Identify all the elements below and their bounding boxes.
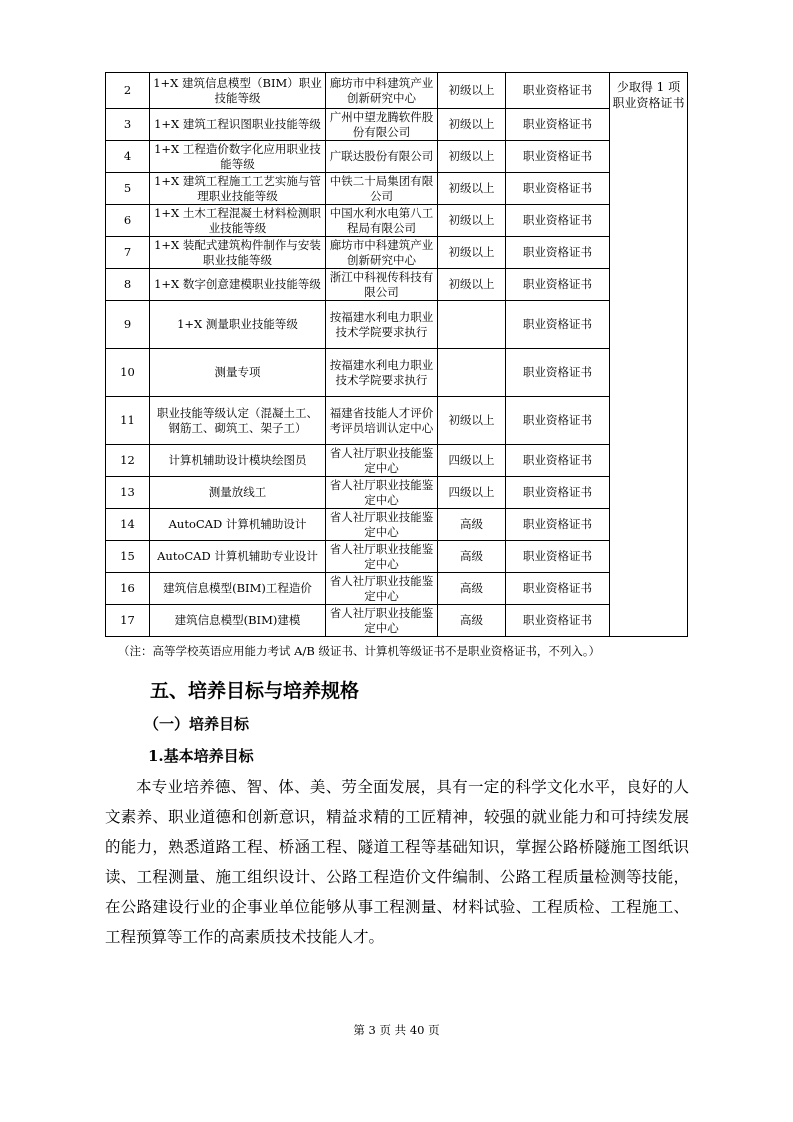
certificate-name-cell: 建筑信息模型(BIM)工程造价 bbox=[150, 573, 326, 605]
level-cell: 初级以上 bbox=[438, 269, 506, 301]
level-cell: 高级 bbox=[438, 605, 506, 637]
issuing-organization-cell: 廊坊市中科建筑产业创新研究中心 bbox=[326, 73, 438, 109]
body-paragraph: 本专业培养德、智、体、美、劳全面发展，具有一定的科学文化水平，良好的人文素养、职业道德和创新意识，精益求精的工匠精神，较强的就业能力和可持续发展的能力，熟悉道路工程、桥涵工程、隧道工程等基础知识，掌握公路桥隧施工图纸识读、工程测量、施工组织设计、公路工程造价文件编制、公路工程质量检测等技能，在公路建设行业的企事业单位能够从事工程测量、材料试验、工程质检、工程施工、工程预算等工作的高素质技术技能人才。 bbox=[105, 778, 689, 946]
certificate-name-cell: 1+X 装配式建筑构件制作与安装职业技能等级 bbox=[150, 237, 326, 269]
certificate-name-cell: 1+X 土木工程混凝土材料检测职业技能等级 bbox=[150, 205, 326, 237]
table-row bbox=[106, 269, 688, 301]
level-cell: 高级 bbox=[438, 509, 506, 541]
certificate-type-cell: 职业资格证书 bbox=[506, 173, 610, 205]
table-row bbox=[106, 541, 688, 573]
issuing-organization-cell: 中铁二十局集团有限公司 bbox=[326, 173, 438, 205]
issuing-organization-cell: 广联达股份有限公司 bbox=[326, 141, 438, 173]
certificate-type-cell: 职业资格证书 bbox=[506, 509, 610, 541]
certificate-table bbox=[105, 72, 688, 637]
row-number-cell: 16 bbox=[106, 573, 150, 605]
table-row bbox=[106, 237, 688, 269]
certificate-name-cell: 职业技能等级认定（混凝土工、钢筋工、砌筑工、架子工） bbox=[150, 397, 326, 445]
row-number-cell: 14 bbox=[106, 509, 150, 541]
row-number-cell: 6 bbox=[106, 205, 150, 237]
issuing-organization-cell: 省人社厅职业技能鉴定中心 bbox=[326, 541, 438, 573]
table-row bbox=[106, 205, 688, 237]
issuing-organization-cell: 中国水利水电第八工程局有限公司 bbox=[326, 205, 438, 237]
certificate-type-cell: 职业资格证书 bbox=[506, 445, 610, 477]
certificate-type-cell: 职业资格证书 bbox=[506, 397, 610, 445]
level-cell: 初级以上 bbox=[438, 205, 506, 237]
certificate-name-cell: 计算机辅助设计模块绘图员 bbox=[150, 445, 326, 477]
certificate-name-cell: 1+X 建筑工程施工工艺实施与管理职业技能等级 bbox=[150, 173, 326, 205]
subsection-heading: （一）培养目标 bbox=[144, 715, 250, 733]
level-cell: 四级以上 bbox=[438, 477, 506, 509]
certificate-name-cell: 1+X 建筑信息模型（BIM）职业技能等级 bbox=[150, 73, 326, 109]
certificate-type-cell: 职业资格证书 bbox=[506, 237, 610, 269]
row-number-cell: 12 bbox=[106, 445, 150, 477]
table-row bbox=[106, 477, 688, 509]
issuing-organization-cell: 廊坊市中科建筑产业创新研究中心 bbox=[326, 237, 438, 269]
row-number-cell: 8 bbox=[106, 269, 150, 301]
row-number-cell: 15 bbox=[106, 541, 150, 573]
issuing-organization-cell: 按福建水利电力职业技术学院要求执行 bbox=[326, 349, 438, 397]
certificate-name-cell: 1+X 测量职业技能等级 bbox=[150, 301, 326, 349]
issuing-organization-cell: 浙江中科视传科技有限公司 bbox=[326, 269, 438, 301]
issuing-organization-cell: 广州中望龙腾软件股份有限公司 bbox=[326, 109, 438, 141]
row-number-cell: 13 bbox=[106, 477, 150, 509]
table-row bbox=[106, 109, 688, 141]
certificate-name-cell: AutoCAD 计算机辅助设计 bbox=[150, 509, 326, 541]
table-row bbox=[106, 573, 688, 605]
certificate-name-cell: 1+X 数字创意建模职业技能等级 bbox=[150, 269, 326, 301]
certificate-type-cell: 职业资格证书 bbox=[506, 477, 610, 509]
table-row bbox=[106, 445, 688, 477]
level-cell: 初级以上 bbox=[438, 173, 506, 205]
row-number-cell: 2 bbox=[106, 73, 150, 109]
level-cell: 初级以上 bbox=[438, 397, 506, 445]
issuing-organization-cell: 福建省技能人才评价考评员培训认定中心 bbox=[326, 397, 438, 445]
row-number-cell: 11 bbox=[106, 397, 150, 445]
certificate-type-cell: 职业资格证书 bbox=[506, 141, 610, 173]
row-number-cell: 10 bbox=[106, 349, 150, 397]
level-cell: 初级以上 bbox=[438, 141, 506, 173]
issuing-organization-cell: 省人社厅职业技能鉴定中心 bbox=[326, 477, 438, 509]
certificate-name-cell: 测量放线工 bbox=[150, 477, 326, 509]
table-footnote: （注：高等学校英语应用能力考试 A/B 级证书、计算机等级证书不是职业资格证书，不列入。） bbox=[118, 644, 601, 658]
certificate-type-cell: 职业资格证书 bbox=[506, 109, 610, 141]
table-row bbox=[106, 173, 688, 205]
row-number-cell: 3 bbox=[106, 109, 150, 141]
certificate-type-cell: 职业资格证书 bbox=[506, 205, 610, 237]
certificate-type-cell: 职业资格证书 bbox=[506, 73, 610, 109]
row-number-cell: 5 bbox=[106, 173, 150, 205]
row-number-cell: 9 bbox=[106, 301, 150, 349]
certificate-table-body bbox=[106, 73, 688, 637]
certificate-type-cell: 职业资格证书 bbox=[506, 269, 610, 301]
subsubsection-heading: 1.基本培养目标 bbox=[148, 747, 254, 765]
table-row bbox=[106, 349, 688, 397]
table-row bbox=[106, 509, 688, 541]
row-number-cell: 17 bbox=[106, 605, 150, 637]
level-cell bbox=[438, 301, 506, 349]
issuing-organization-cell: 省人社厅职业技能鉴定中心 bbox=[326, 573, 438, 605]
certificate-name-cell: 建筑信息模型(BIM)建模 bbox=[150, 605, 326, 637]
level-cell: 四级以上 bbox=[438, 445, 506, 477]
issuing-organization-cell: 省人社厅职业技能鉴定中心 bbox=[326, 445, 438, 477]
table-row bbox=[106, 73, 688, 109]
section-heading: 五、培养目标与培养规格 bbox=[150, 680, 360, 702]
certificate-name-cell: 测量专项 bbox=[150, 349, 326, 397]
issuing-organization-cell: 省人社厅职业技能鉴定中心 bbox=[326, 509, 438, 541]
table-row bbox=[106, 141, 688, 173]
level-cell: 高级 bbox=[438, 541, 506, 573]
certificate-type-cell: 职业资格证书 bbox=[506, 573, 610, 605]
requirement-note-cell: 少取得 1 项职业资格证书 bbox=[610, 73, 688, 637]
row-number-cell: 7 bbox=[106, 237, 150, 269]
issuing-organization-cell: 按福建水利电力职业技术学院要求执行 bbox=[326, 301, 438, 349]
certificate-type-cell: 职业资格证书 bbox=[506, 349, 610, 397]
certificate-type-cell: 职业资格证书 bbox=[506, 541, 610, 573]
certificate-name-cell: 1+X 建筑工程识图职业技能等级 bbox=[150, 109, 326, 141]
level-cell: 初级以上 bbox=[438, 73, 506, 109]
table-row bbox=[106, 301, 688, 349]
level-cell: 初级以上 bbox=[438, 109, 506, 141]
level-cell bbox=[438, 349, 506, 397]
certificate-name-cell: AutoCAD 计算机辅助专业设计 bbox=[150, 541, 326, 573]
table-row bbox=[106, 605, 688, 637]
certificate-name-cell: 1+X 工程造价数字化应用职业技能等级 bbox=[150, 141, 326, 173]
issuing-organization-cell: 省人社厅职业技能鉴定中心 bbox=[326, 605, 438, 637]
certificate-type-cell: 职业资格证书 bbox=[506, 605, 610, 637]
page-number: 第 3 页 共 40 页 bbox=[353, 1023, 440, 1037]
table-row bbox=[106, 397, 688, 445]
level-cell: 高级 bbox=[438, 573, 506, 605]
level-cell: 初级以上 bbox=[438, 237, 506, 269]
row-number-cell: 4 bbox=[106, 141, 150, 173]
certificate-type-cell: 职业资格证书 bbox=[506, 301, 610, 349]
